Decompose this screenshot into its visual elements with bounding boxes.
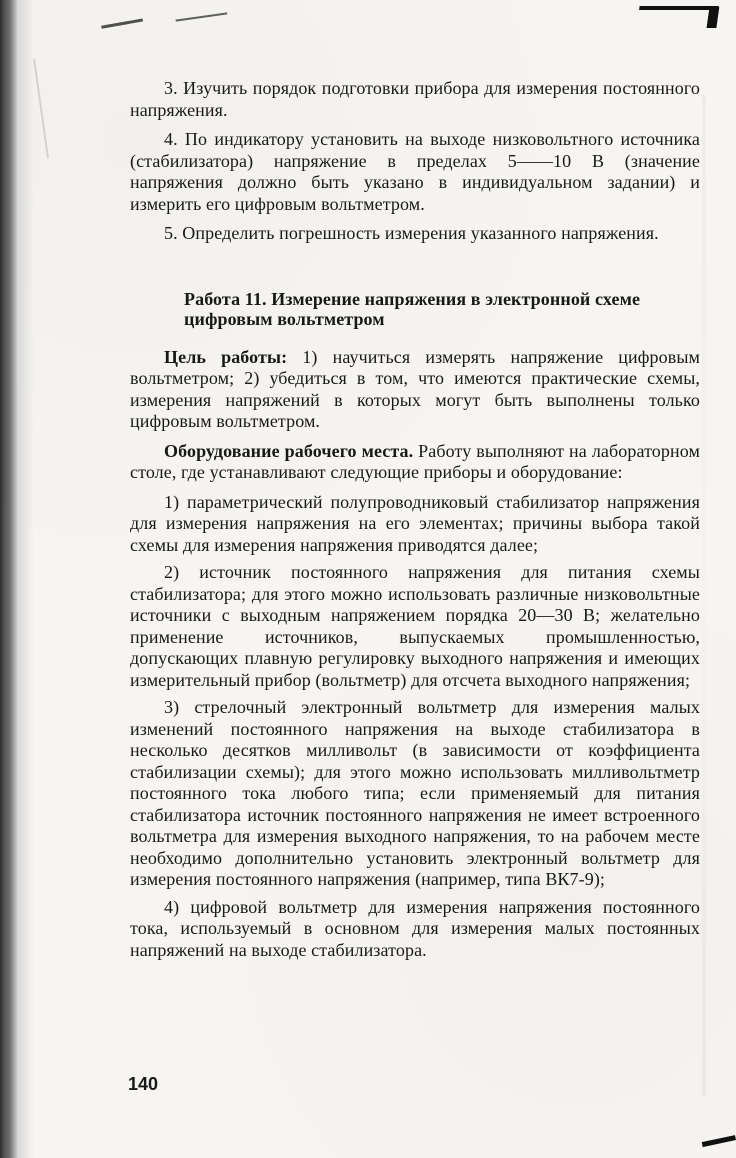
goal-paragraph: [130, 347, 700, 433]
book-spine-shadow: [0, 0, 34, 1158]
top-middle-scan-artifact: [176, 12, 229, 29]
top-right-scan-corner: [636, 6, 719, 28]
equipment-item-2: 2) источник постоянного напряжения для питания схемы стабилизатора; для этого можно использовать различные низковольтные источники с выходным напряжением порядка 20—30 В; желательно применение источников, выпускаемых промышленностью, допускающих плавную регулировку выходного напряжения и имеющих измерительный прибор (вольтметр) для отсчета выходного напряжения;: [130, 562, 700, 690]
page-number: 140: [128, 1074, 159, 1094]
equipment-label: Оборудование рабочего места.: [164, 440, 414, 461]
intro-paragraph-5: 5. Определить погрешность измерения указанного напряжения.: [164, 223, 659, 243]
equipment-paragraph: [130, 441, 700, 484]
intro-paragraph-3: 3. Изучить порядок подготовки прибора для измерения постоянного напряжения.: [130, 78, 700, 120]
equipment-item-3: 3) стрелочный электронный вольтметр для измерения малых изменений постоянного напряжения на выходе стабилизатора в несколько десятков милливольт (в зависимости от коэффициента стабилизации схемы); для этого можно использовать милливольтметр постоянного тока любого типа; если применяемый для питания стабилизатора источник постоянного напряжения не имеет встроенного вольтметра для измерения выходного напряжения, то на рабочем месте необходимо дополнительно установить электронный вольтметр для измерения постоянного напряжения (например, типа ВК7-9);: [130, 697, 700, 889]
intro-paragraph-4: 4. По индикатору установить на выходе низковольтного источника (стабилизатора) напряжение в пределах 5——10 В (значение напряжения должно быть указано в индивидуальном задании) и измерить его цифровым вольтметром.: [130, 129, 700, 214]
goal-text: 1) научиться измерять напряжение цифровым вольтметром; 2) убедиться в том, что имеются практические схемы, измерения напряжений в которых могут быть выполнены только цифровым вольтметром.: [130, 346, 701, 431]
bottom-right-scan-corner: [700, 1125, 736, 1147]
equipment-item-4: 4) цифровой вольтметр для измерения напряжения постоянного тока, используемый в основном для измерения малых постоянных напряжений на выходе стабилизатора.: [130, 896, 700, 960]
equipment-item-1: 1) параметрический полупроводниковый стабилизатор напряжения для измерения напряжения на его элементах; причины выбора такой схемы для измерения напряжения приводятся далее;: [130, 491, 700, 555]
right-margin-scan-shadow: [702, 95, 706, 1095]
top-left-scan-artifact: [101, 18, 145, 38]
section-title: Работа 11. Измерение напряжения в электронной схеме цифровым вольтметром: [184, 288, 641, 329]
goal-label: Цель работы:: [164, 346, 288, 367]
document-body: [130, 78, 700, 967]
left-margin-scan-marks: [33, 58, 59, 159]
equipment-text: Работу выполняют на лабораторном столе, где устанавливают следующие приборы и оборудование:: [130, 440, 700, 482]
